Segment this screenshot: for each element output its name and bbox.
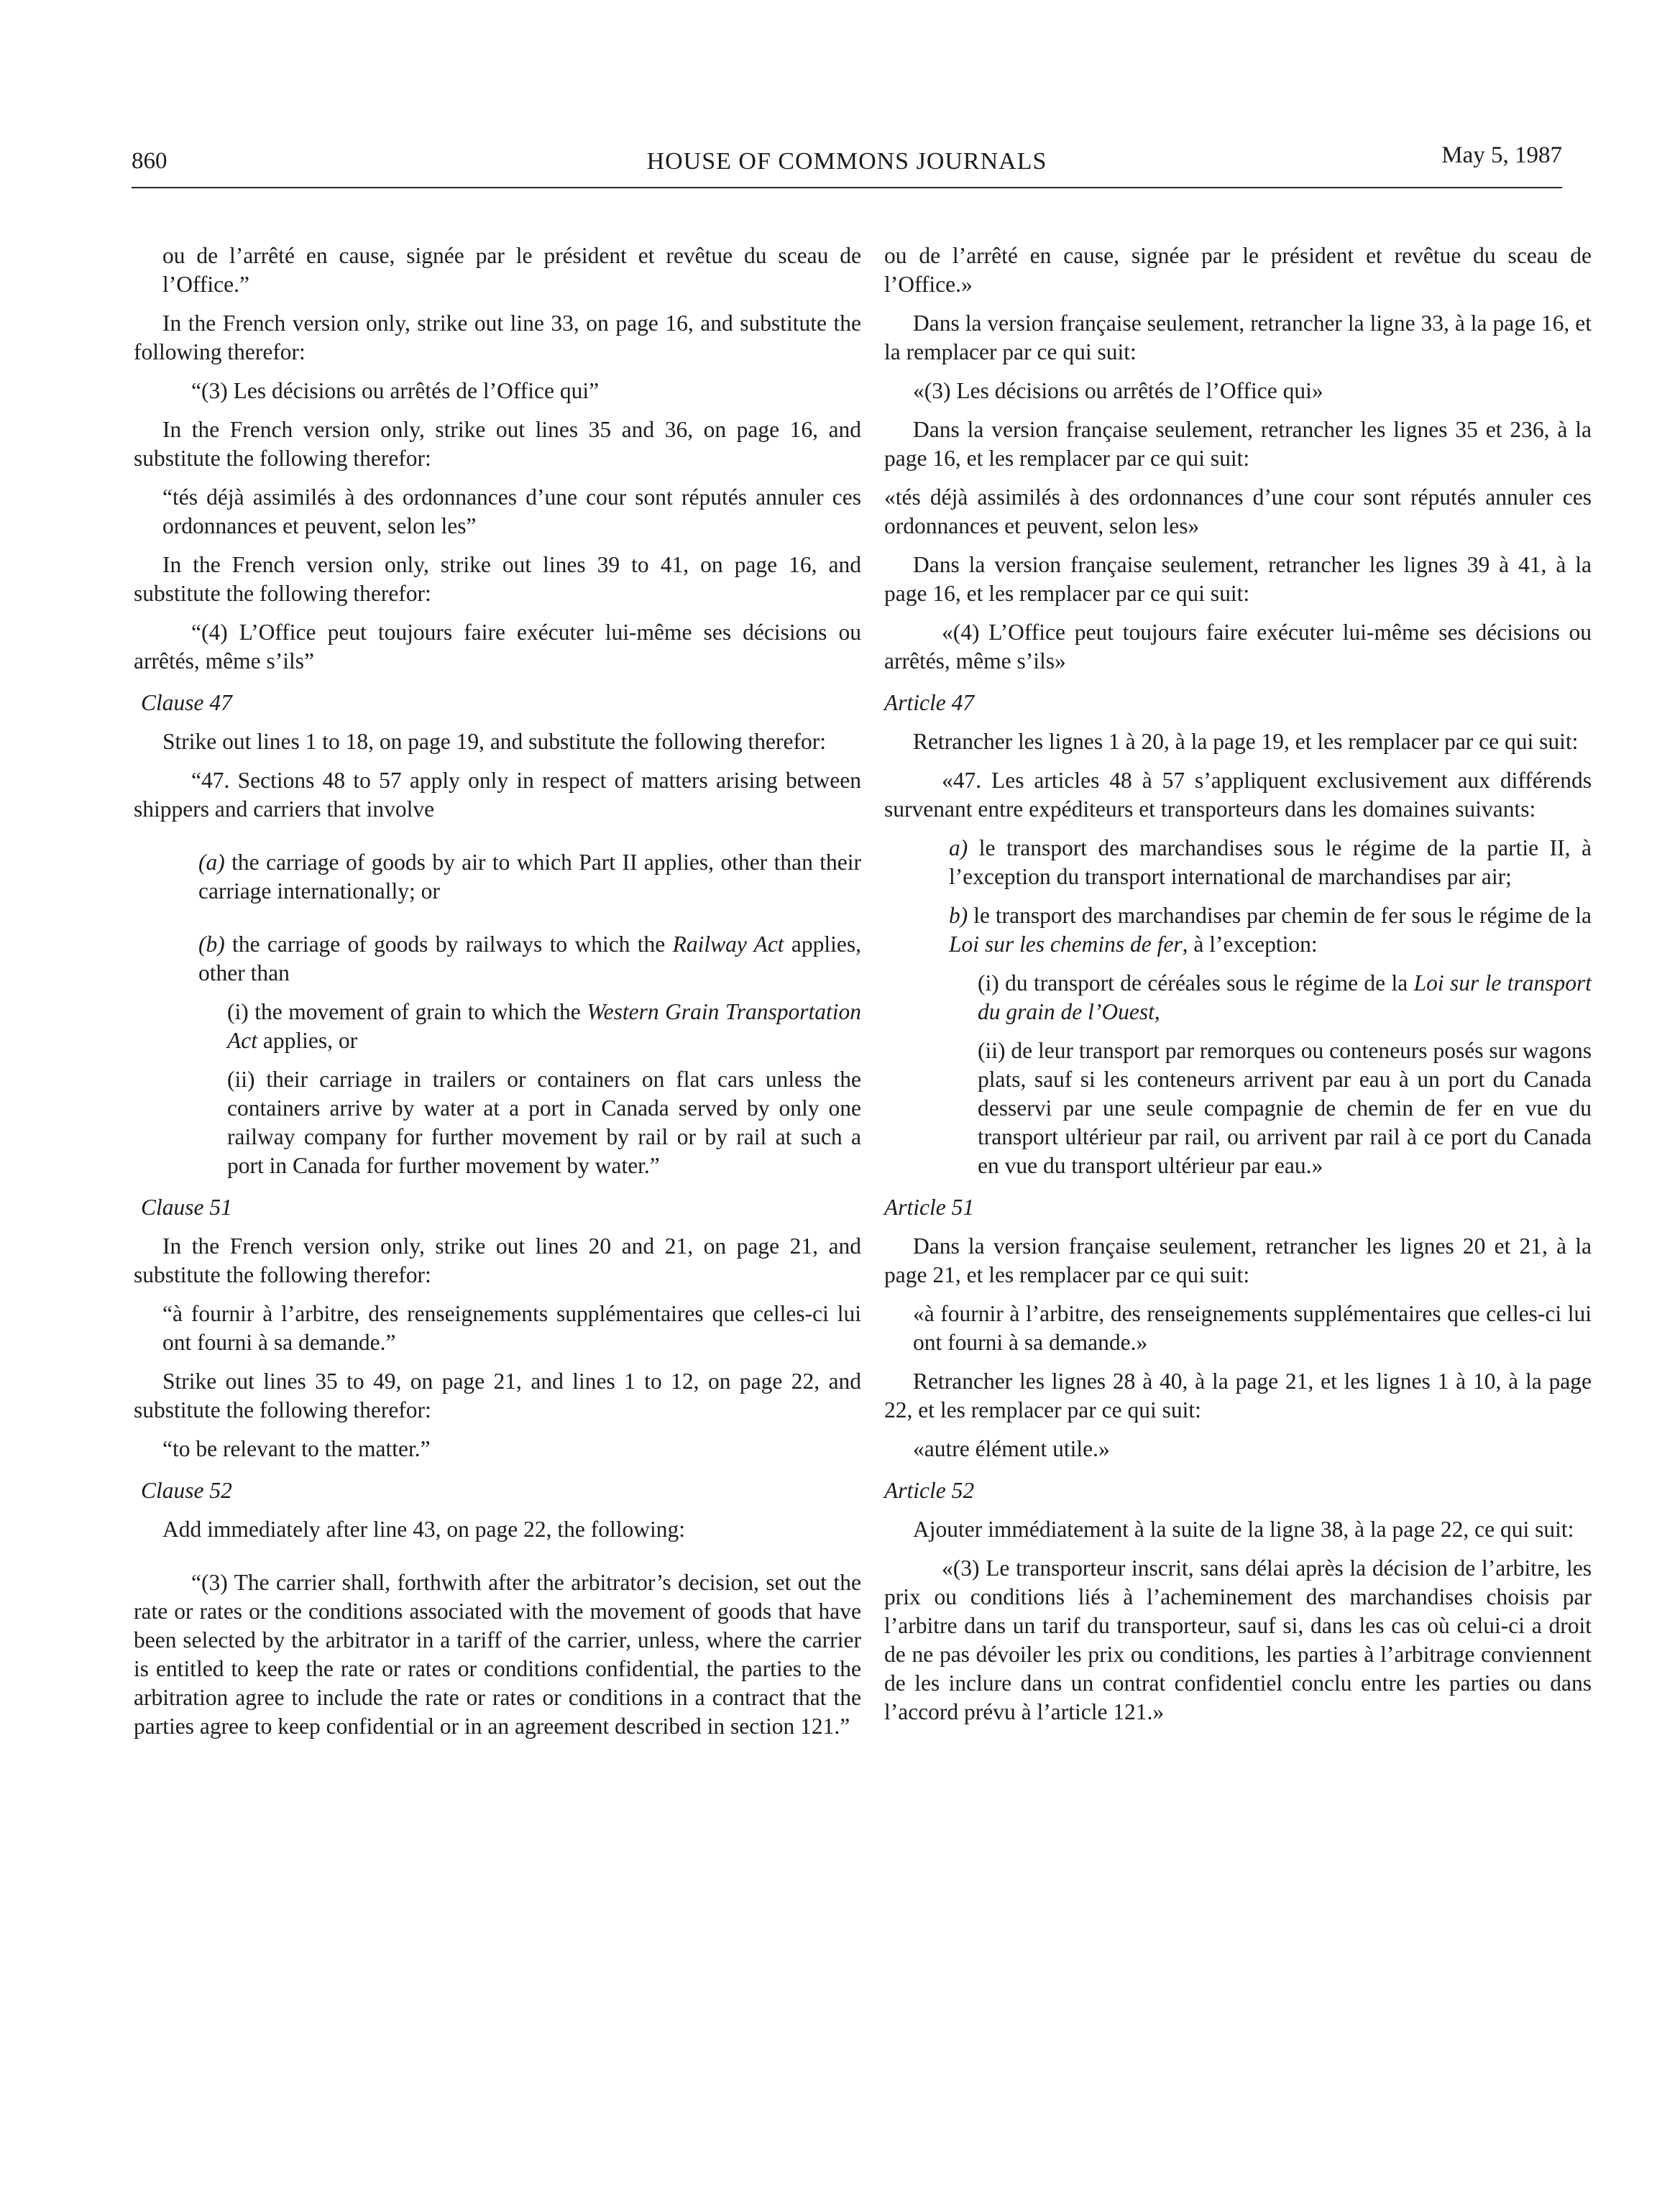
french-quote: «47. Les articles 48 à 57 s’appliquent exclusivement aux différends survenant entre expéditeurs et transporteurs dans les domaines suivants:	[884, 768, 1592, 822]
english-quote: “(3) Les décisions ou arrêtés de l’Office qui”	[191, 378, 600, 403]
english-paragraph: In the French version only, strike out lines 39 to 41, on page 16, and substitute the following therefor:	[134, 552, 861, 606]
item-text: ,	[1154, 999, 1160, 1024]
act-name: Western Grain Transportation Act	[227, 999, 861, 1053]
french-quote: «(3) Les décisions ou arrêtés de l’Office qui»	[913, 378, 1323, 403]
english-quote: “to be relevant to the matter.”	[162, 1436, 431, 1461]
french-item-a	[884, 834, 1592, 891]
english-subitem-ii: (ii) their carriage in trailers or containers on flat cars unless the containers arrive by water at a port in Canada served by only one railway company for further movement by rail or by rail at such a port in Canada for further movement by water.”	[227, 1067, 861, 1178]
french-paragraph: Retrancher les lignes 28 à 40, à la page 21, et les lignes 1 à 10, à la page 22, et les remplacer par ce qui suit:	[884, 1369, 1592, 1422]
item-label: (b)	[198, 932, 225, 957]
english-paragraph: ou de l’arrêté en cause, signée par le président et revêtue du sceau de l’Office.”	[162, 243, 861, 297]
english-quote: “tés déjà assimilés à des ordonnances d’une cour sont réputés annuler ces ordonnances et peuvent, selon les”	[162, 484, 861, 538]
item-label: a)	[949, 835, 968, 860]
english-clause-heading: Clause 47	[141, 690, 232, 715]
item-text: le transport des marchandises par chemin de fer sous le régime de la	[968, 903, 1592, 928]
french-column	[884, 242, 1592, 1737]
french-article-heading: Article 51	[884, 1195, 975, 1220]
act-name: Loi sur le transport du grain de l’Ouest	[978, 970, 1592, 1024]
item-text: applies, other than	[198, 932, 861, 985]
french-paragraph: ou de l’arrêté en cause, signée par le président et revêtue du sceau de l’Office.»	[884, 243, 1592, 297]
item-text: applies, or	[257, 1028, 358, 1053]
page-number: 860	[132, 148, 167, 174]
french-paragraph: Dans la version française seulement, retrancher les lignes 20 et 21, à la page 21, et les remplacer par ce qui suit:	[884, 1233, 1592, 1287]
act-name: Loi sur les chemins de fer	[949, 932, 1183, 957]
journal-title: HOUSE OF COMMONS JOURNALS	[646, 148, 1047, 175]
english-column	[134, 242, 861, 1751]
english-paragraph: In the French version only, strike out lines 20 and 21, on page 21, and substitute the following therefor:	[134, 1233, 861, 1287]
item-text: (i) the movement of grain to which the	[227, 999, 587, 1024]
item-text: the carriage of goods by railways to which the	[224, 932, 673, 957]
french-subitem-i	[884, 969, 1592, 1026]
english-quote: “(3) The carrier shall, forthwith after the arbitrator’s decision, set out the rate or rates or the conditions associated with the movement of goods that have been selected by the arbitrator in a tariff of the carrier, unless, where the carrier is entitled to keep the rate or rates or conditions confidential, the parties to the arbitration agree to include the rate or rates or conditions in a contract that the parties agree to keep confidential or in an agreement described in section 121.”	[134, 1570, 861, 1739]
english-paragraph: Strike out lines 35 to 49, on page 21, and lines 1 to 12, on page 22, and substitute the following therefor:	[134, 1369, 861, 1422]
french-quote: «à fournir à l’arbitre, des renseignements supplémentaires que celles-ci lui ont fourni à sa demande.»	[913, 1301, 1592, 1355]
item-text: (i) du transport de céréales sous le régime de la	[978, 970, 1414, 996]
english-quote: “(4) L’Office peut toujours faire exécuter lui-même ses décisions ou arrêtés, même s’ils”	[134, 620, 861, 674]
french-subitem-ii: (ii) de leur transport par remorques ou conteneurs posés sur wagons plats, sauf si les conteneurs arrivent par eau à un port du Canada desservi par une seule compagnie de chemin de fer en vue du transport ultérieur par rail, ou arrivent par rail à ce port du Canada en vue du transport ultérieur par eau.»	[978, 1038, 1592, 1178]
french-quote: «tés déjà assimilés à des ordonnances d’une cour sont réputés annuler ces ordonnances et peuvent, selon les»	[884, 484, 1592, 538]
header-rule	[132, 187, 1562, 188]
french-quote: «(4) L’Office peut toujours faire exécuter lui-même ses décisions ou arrêtés, même s’ils»	[884, 620, 1592, 674]
item-text: , à l’exception:	[1182, 932, 1318, 957]
english-paragraph: Strike out lines 1 to 18, on page 19, and substitute the following therefor:	[162, 729, 826, 754]
french-quote: «autre élément utile.»	[913, 1436, 1110, 1461]
french-paragraph: Retrancher les lignes 1 à 20, à la page 19, et les remplacer par ce qui suit:	[913, 729, 1579, 754]
page-header	[132, 142, 1562, 191]
act-name: Railway Act	[672, 932, 784, 957]
french-paragraph: Dans la version française seulement, retrancher la ligne 33, à la page 16, et la remplacer par ce qui suit:	[884, 311, 1592, 364]
french-article-heading: Article 47	[884, 690, 975, 715]
english-clause-heading: Clause 51	[141, 1195, 232, 1220]
item-label: (a)	[198, 850, 225, 875]
french-paragraph: Ajouter immédiatement à la suite de la ligne 38, à la page 22, ce qui suit:	[913, 1517, 1574, 1542]
french-paragraph: Dans la version française seulement, retrancher les lignes 35 et 236, à la page 16, et les remplacer par ce qui suit:	[884, 417, 1592, 471]
item-text: the carriage of goods by air to which Part II applies, other than their carriage internationally; or	[198, 850, 861, 904]
item-label: b)	[949, 903, 968, 928]
french-quote: «(3) Le transporteur inscrit, sans délai après la décision de l’arbitre, les prix ou conditions liés à l’acheminement des marchandises choisis par l’arbitre dans un tarif du transporteur, sauf si, dans les cas où celui-ci a droit de ne pas dévoiler les prix ou conditions, les parties à l’arbitrage conviennent de les inclure dans un contrat confidentiel conclu entre les parties ou dans l’accord prévu à l’article 121.»	[884, 1555, 1592, 1724]
french-article-heading: Article 52	[884, 1478, 975, 1503]
english-item-b	[134, 930, 861, 988]
french-paragraph: Dans la version française seulement, retrancher les lignes 39 à 41, à la page 16, et les remplacer par ce qui suit:	[884, 552, 1592, 606]
english-paragraph: Add immediately after line 43, on page 22, the following:	[162, 1517, 685, 1542]
english-quote: “à fournir à l’arbitre, des renseignements supplémentaires que celles-ci lui ont fourni à sa demande.”	[162, 1301, 861, 1355]
french-item-b	[884, 901, 1592, 959]
item-text: le transport des marchandises sous le régime de la partie II, à l’exception du transport international de marchandises par air;	[949, 835, 1592, 889]
english-paragraph: In the French version only, strike out lines 35 and 36, on page 16, and substitute the following therefor:	[134, 417, 861, 471]
journal-date: May 5, 1987	[1441, 142, 1562, 168]
english-paragraph: In the French version only, strike out line 33, on page 16, and substitute the following therefor:	[134, 311, 861, 364]
english-clause-heading: Clause 52	[141, 1478, 232, 1503]
english-item-a	[134, 848, 861, 906]
english-subitem-i	[134, 998, 861, 1055]
english-quote: “47. Sections 48 to 57 apply only in respect of matters arising between shippers and carriers that involve	[134, 768, 861, 822]
